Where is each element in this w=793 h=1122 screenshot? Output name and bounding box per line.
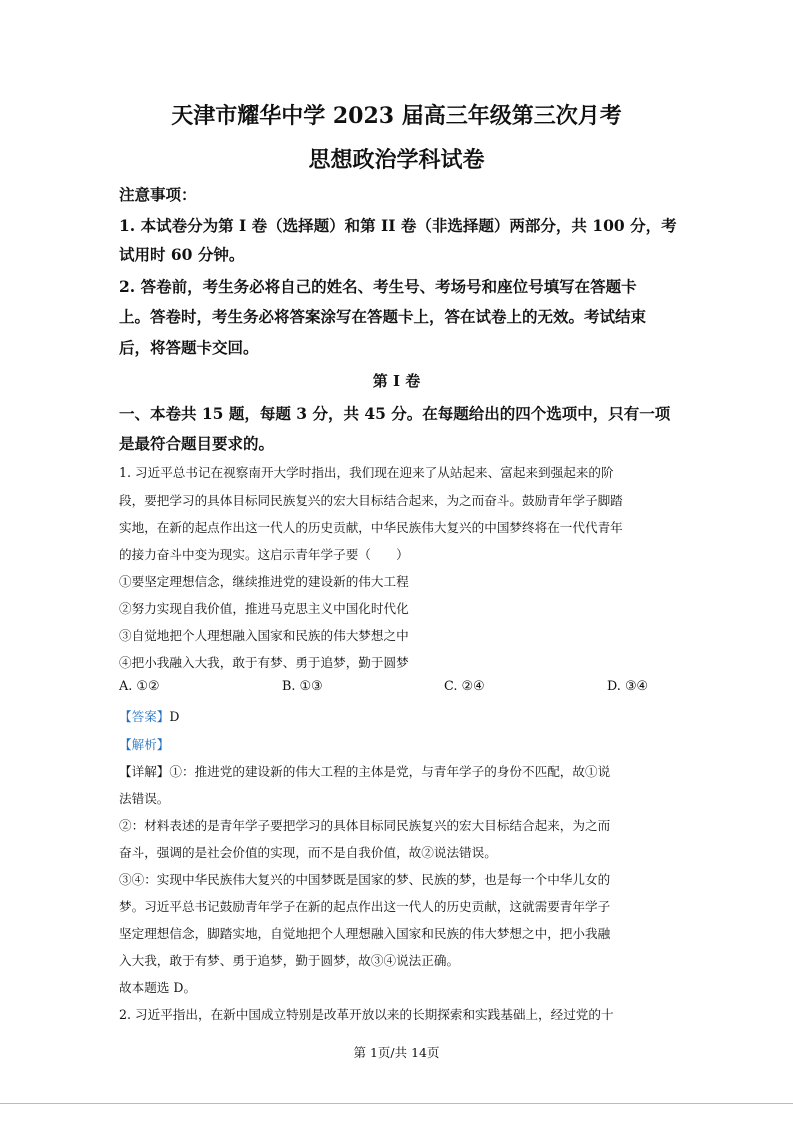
q1-detail-line: ②：材料表述的是青年学子要把学习的具体目标同民族复兴的宏大目标结合起来，为之而 [119,818,611,833]
q1-detail-line: 【详解】①：推进党的建设新的伟大工程的主体是党，与青年学子的身份不匹配，故①说 [119,764,611,779]
q1-stem-line: 实地，在新的起点作出这一代人的历史贡献，中华民族伟大复兴的中国梦终将在一代代青年 [119,520,623,535]
q1-detail-line: 梦。习近平总书记鼓励青年学子在新的起点作出这一代人的历史贡献，这就需要青年学子 [119,899,611,914]
q1-option-b: B. ①③ [282,679,323,694]
notice-item-2-line-1: 2. 答卷前，考生务必将自己的姓名、考生号、考场号和座位号填写在答题卡 [119,277,637,296]
q1-detail-line: 法错误。 [119,791,170,806]
q1-detail-line: 奋斗，强调的是社会价值的实现，而不是自我价值，故②说法错误。 [119,845,497,860]
q1-answer-line [119,706,179,725]
q1-detail-line: 故本题选 D。 [119,980,197,995]
q1-stem-line: 段，要把学习的具体目标同民族复兴的宏大目标结合起来，为之而奋斗。鼓励青年学子脚踏 [119,493,623,508]
section-title: 第 I 卷 [372,372,421,390]
section-instruction-line-2: 是最符合题目要求的。 [119,434,275,453]
notice-item-2-line-2: 上。答卷时，考生务必将答案涂写在答题卡上，答在试卷上的无效。考试结束 [119,307,647,326]
answer-value: D [169,709,180,724]
analysis-tag: 【解析】 [119,737,170,752]
page-number: 第 1页/共 14页 [353,1045,440,1060]
notice-item-1-line-2: 试用时 60 分钟。 [119,245,245,264]
q1-statement-1: ①要坚定理想信念，继续推进党的建设新的伟大工程 [119,574,409,589]
q1-option-d: D. ③④ [607,679,648,694]
q2-stem-line: 2. 习近平指出，在新中国成立特别是改革开放以来的长期探索和实践基础上，经过党的十 [119,1007,614,1022]
q1-stem-line: 1. 习近平总书记在视察南开大学时指出，我们现在迎来了从站起来、富起来到强起来的阶 [119,465,614,480]
section-instruction-line-1: 一、本卷共 15 题，每题 3 分，共 45 分。在每题给出的四个选项中，只有一项 [119,404,671,423]
notice-item-2-line-3: 后，将答题卡交回。 [119,338,259,357]
answer-tag: 【答案】 [119,709,170,724]
footer-divider [0,1103,793,1104]
q1-detail-line: ③④：实现中华民族伟大复兴的中国梦既是国家的梦、民族的梦，也是每一个中华儿女的 [119,872,611,887]
q1-option-c: C. ②④ [444,679,485,694]
q1-statement-3: ③自觉地把个人理想融入国家和民族的伟大梦想之中 [119,628,409,643]
q1-detail-line: 坚定理想信念，脚踏实地，自觉地把个人理想融入国家和民族的伟大梦想之中，把小我融 [119,926,611,941]
q1-statement-2: ②努力实现自我价值，推进马克思主义中国化时代化 [119,601,409,616]
exam-title: 天津市耀华中学 2023 届高三年级第三次月考 [171,103,622,129]
q1-stem-line: 的接力奋斗中变为现实。这启示青年学子要（ ） [119,547,409,562]
exam-subtitle: 思想政治学科试卷 [308,147,485,173]
q1-statement-4: ④把小我融入大我，敢于有梦、勇于追梦，勤于圆梦 [119,655,409,670]
q1-option-a: A. ①② [119,679,160,694]
notice-item-1-line-1: 1. 本试卷分为第 I 卷（选择题）和第 II 卷（非选择题）两部分，共 100 分，考 [119,216,677,235]
q1-detail-line: 入大我，敢于有梦、勇于追梦，勤于圆梦，故③④说法正确。 [119,953,460,968]
notice-heading: 注意事项： [119,185,197,204]
